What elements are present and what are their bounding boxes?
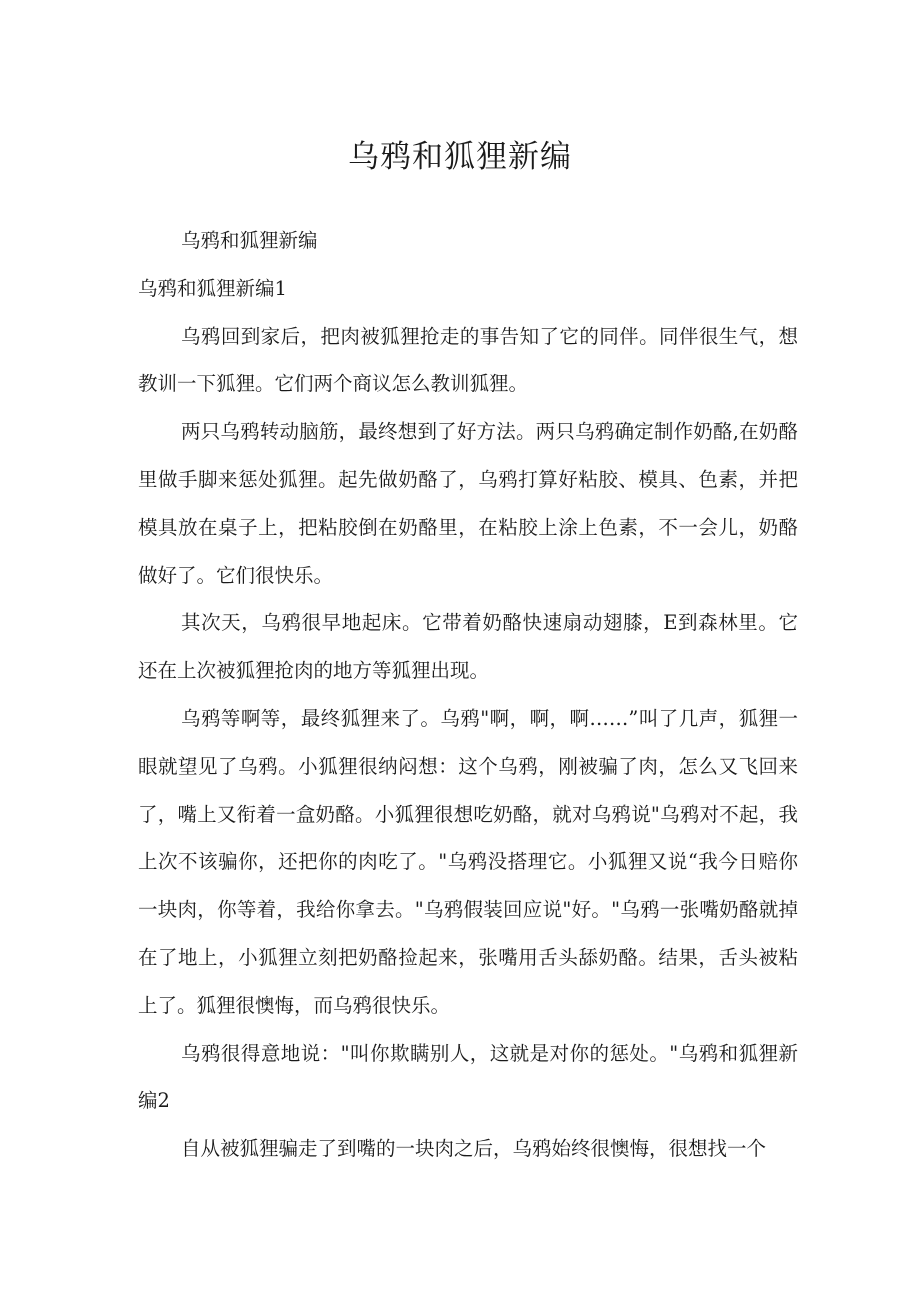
paragraph: 乌鸦等啊等，最终狐狸来了。乌鸦"啊，啊，啊……”叫了几声，狐狸一眼就望见了乌鸦。小狐狸很纳闷想：这个乌鸦，刚被骗了肉，怎么又飞回来了，嘴上又衔着一盒奶酪。小狐狸很想吃奶酪，就对乌鸦说"乌鸦对不起，我上次不该骗你，还把你的肉吃了。"乌鸦没搭理它。小狐狸又说“我今日赔你一块肉，你等着，我给你拿去。"乌鸦假装回应说"好。"乌鸦一张嘴奶酪就掉在了地上，小狐狸立刻把奶酪捡起来，张嘴用舌头舔奶酪。结果，舌头被粘上了。狐狸很懊悔，而乌鸦很快乐。 xyxy=(138,706,798,1017)
paragraph: 自从被狐狸骗走了到嘴的一块肉之后，乌鸦始终很懊悔，很想找一个 xyxy=(181,1137,767,1161)
paragraph: 乌鸦回到家后，把肉被狐狸抢走的事告知了它的同伴。同伴很生气，想教训一下狐狸。它们两个商议怎么教训狐狸。 xyxy=(138,324,798,396)
paragraph: 两只乌鸦转动脑筋，最终想到了好方法。两只乌鸦确定制作奶酪,在奶酪里做手脚来惩处狐狸。起先做奶酪了，乌鸦打算好粘胶、模具、色素，并把模具放在桌子上，把粘胶倒在奶酪里，在粘胶上涂上色素，不一会儿，奶酪做好了。它们很快乐。 xyxy=(138,420,798,587)
paragraph-section-1: 乌鸦和狐狸新编1 xyxy=(138,276,287,300)
paragraph: 其次天，乌鸦很早地起床。它带着奶酪快速扇动翅膝，E到森林里。它还在上次被狐狸抢肉的地方等狐狸出现。 xyxy=(138,611,798,683)
document-title: 乌鸦和狐狸新编 xyxy=(348,139,572,175)
document-body xyxy=(138,217,798,1173)
paragraph: 乌鸦很得意地说："叫你欺瞒别人，这就是对你的惩处。"乌鸦和狐狸新编2 xyxy=(138,1041,798,1113)
paragraph-subtitle: 乌鸦和狐狸新编 xyxy=(181,229,318,252)
